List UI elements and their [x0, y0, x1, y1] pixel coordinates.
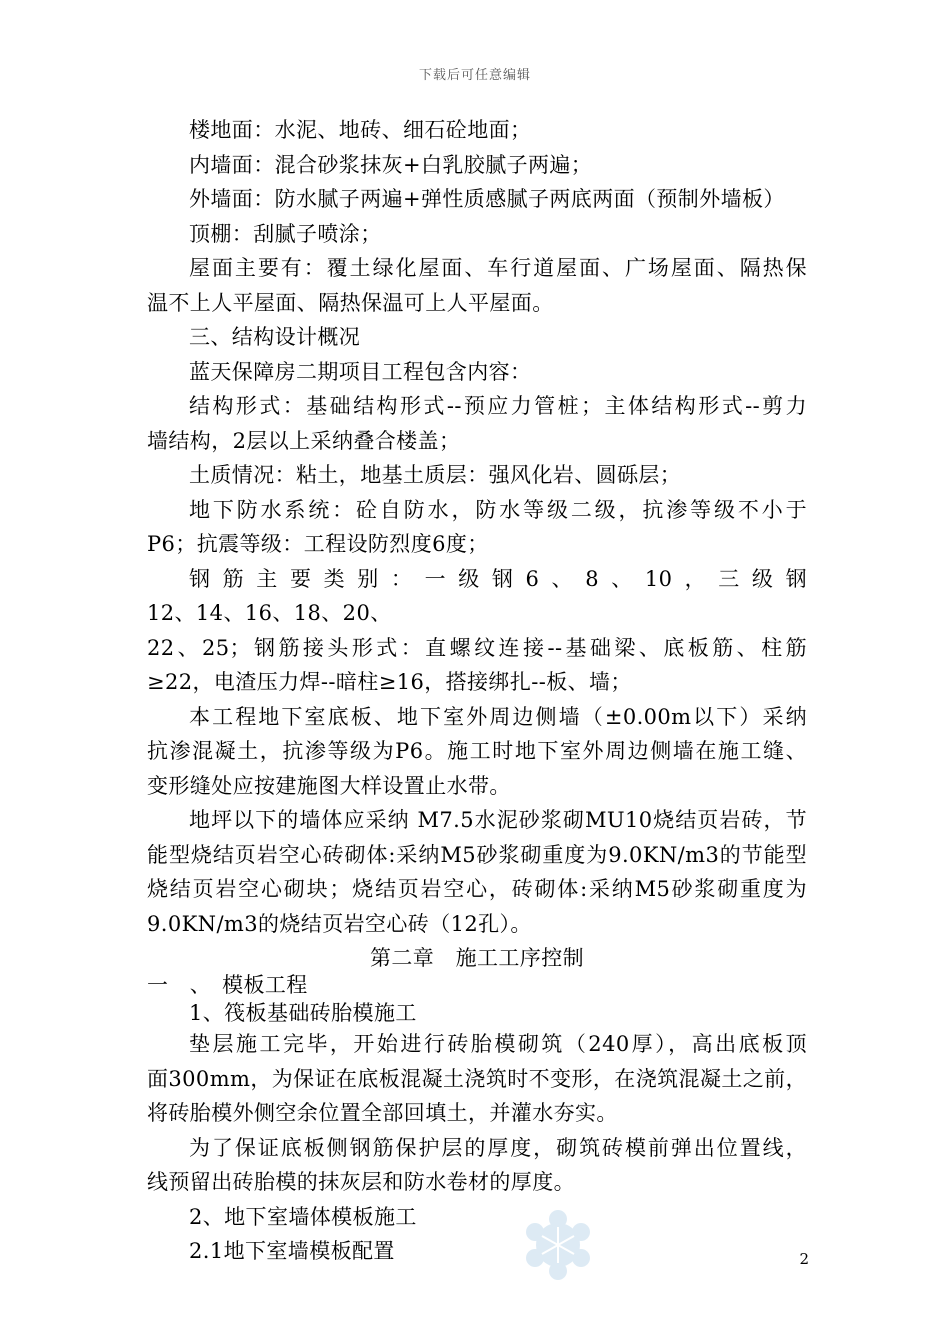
subsection-heading: 2、地下室墙体模板施工: [189, 1204, 417, 1229]
paragraph-line: 内墙面：混合砂浆抹灰+白乳胶腻子两遍；: [189, 152, 593, 177]
page-header: 下载后可任意编辑: [418, 68, 531, 83]
paragraph-line: 22、25；钢筋接头形式：直螺纹连接--基础梁、底板筋、柱筋: [147, 635, 807, 660]
subsection-heading: 1、筏板基础砖胎模施工: [189, 1001, 417, 1025]
section-heading: 三、结构设计概况: [189, 325, 361, 349]
paragraph-line: 12、14、16、18、20、: [147, 601, 392, 625]
paragraph-line: 楼地面：水泥、地砖、细石砼地面；: [189, 118, 532, 142]
document-body: [147, 113, 807, 1269]
paragraph-line: 顶棚：刮腻子喷涂；: [189, 221, 382, 246]
paragraph-line: 能型烧结页岩空心砖砌体:采纳M5砂浆砌重度为9.0KN/m3的节能型: [147, 842, 807, 867]
paragraph-line: 外墙面：防水腻子两遍+弹性质感腻子两底两面（预制外墙板）: [189, 187, 785, 211]
paragraph-line: 地坪以下的墙体应采纳 M7.5水泥砂浆砌MU10烧结页岩砖，节: [189, 808, 807, 832]
paragraph-line: 土质情况：粘土，地基土质层：强风化岩、圆砾层；: [189, 463, 682, 487]
paragraph-line: 钢筋主要类别：一级钢6、8、10，三级钢: [189, 566, 807, 591]
paragraph-line: 线预留出砖胎模的抹灰层和防水卷材的厚度。: [147, 1170, 575, 1194]
page-number: 2: [799, 1250, 809, 1268]
paragraph-line: 结构形式：基础结构形式--预应力管桩；主体结构形式--剪力: [189, 394, 807, 418]
paragraph-line: 垫层施工完毕，开始进行砖胎模砌筑（240厚），高出底板顶: [189, 1032, 807, 1056]
paragraph-line: 屋面主要有：覆土绿化屋面、车行道屋面、广场屋面、隔热保: [189, 256, 807, 280]
paragraph-line: 变形缝处应按建施图大样设置止水带。: [147, 773, 511, 798]
paragraph-line: 温不上人平屋面、隔热保温可上人平屋面。: [147, 290, 554, 315]
paragraph-line: 为了保证底板侧钢筋保护层的厚度，砌筑砖模前弹出位置线，: [189, 1135, 807, 1160]
section-heading: 一 、 模板工程: [147, 973, 308, 997]
paragraph-line: 地下防水系统：砼自防水，防水等级二级，抗渗等级不小于: [189, 497, 807, 522]
paragraph-line: 将砖胎模外侧空余位置全部回填土，并灌水夯实。: [147, 1101, 618, 1125]
paragraph-line: 9.0KN/m3的烧结页岩空心砖（12孔）。: [147, 911, 532, 936]
snowflake-watermark-icon: [518, 1205, 598, 1285]
paragraph-line: 抗渗混凝土，抗渗等级为P6。施工时地下室外周边侧墙在施工缝、: [147, 739, 807, 763]
paragraph-line: 本工程地下室底板、地下室外周边侧墙（±0.00m以下）采纳: [189, 704, 807, 729]
paragraph-line: 墙结构，2层以上采纳叠合楼盖；: [147, 428, 461, 453]
chapter-title: 第二章 施工工序控制: [370, 946, 584, 970]
paragraph-line: 面300mm，为保证在底板混凝土浇筑时不变形，在浇筑混凝土之前，: [147, 1066, 807, 1091]
paragraph-line: P6；抗震等级：工程设防烈度6度；: [147, 532, 489, 556]
paragraph-line: 蓝天保障房二期项目工程包含内容：: [189, 359, 532, 384]
paragraph-line: ≥22，电渣压力焊--暗柱≥16，搭接绑扎--板、墙；: [147, 670, 632, 694]
subsection-heading: 2.1地下室墙模板配置: [189, 1239, 395, 1263]
paragraph-line: 烧结页岩空心砌块；烧结页岩空心，砖砌体:采纳M5砂浆砌重度为: [147, 877, 807, 901]
